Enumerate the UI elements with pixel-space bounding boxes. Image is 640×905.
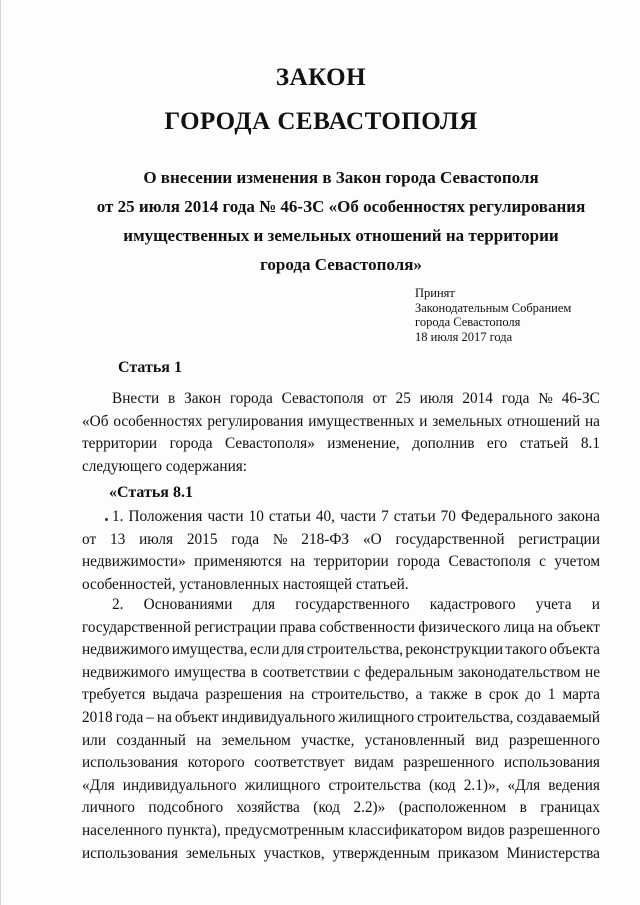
word: для (281, 641, 305, 659)
word: соответствует (254, 754, 345, 772)
word: 2. (112, 596, 124, 613)
word: 8.1 (580, 435, 600, 453)
word: строительства (328, 776, 421, 794)
word: земельных (185, 844, 256, 862)
word: использования (82, 844, 179, 862)
word: 7 (381, 508, 389, 525)
subtitle-line: О внесении изменения в Закон города Севастополя (143, 168, 539, 187)
text-line (82, 388, 600, 411)
word: 2018 (82, 708, 113, 726)
text-line (82, 617, 600, 640)
word: реконструкции (405, 641, 504, 659)
word: учетом (554, 553, 600, 571)
word: регулирования (207, 412, 304, 430)
word: (код (428, 776, 456, 794)
word: имущества (174, 663, 246, 681)
adoption-line: Принят (415, 286, 455, 300)
word: создаваемый (516, 708, 600, 726)
text-line (82, 797, 600, 820)
word: хозяйства (236, 799, 300, 817)
word: которого (187, 754, 245, 772)
word: строительство, (311, 686, 409, 704)
word: предусмотренным (224, 821, 345, 839)
word: пункта), (166, 821, 221, 839)
word: участков, (263, 844, 325, 862)
word: недвижимого (82, 663, 170, 681)
word: государственной (82, 618, 192, 636)
word: видов (466, 821, 505, 839)
word: индивидуального (122, 776, 237, 794)
word: и (419, 412, 428, 430)
word: видам (354, 754, 394, 772)
word: Закон (184, 390, 222, 407)
word: недвижимости» (82, 553, 186, 571)
word: закона (557, 508, 600, 525)
word: приказом (437, 844, 499, 862)
word: с (539, 553, 546, 571)
word: с (353, 663, 361, 681)
word: вид (475, 731, 499, 749)
word: 10 (248, 508, 264, 525)
word: земельных (432, 412, 503, 430)
word: (расположенном (398, 799, 507, 817)
word: № (538, 390, 553, 407)
word: Министерства (506, 844, 600, 862)
word: границах (540, 799, 600, 817)
document-title-law: ЗАКОН (275, 64, 367, 91)
word: срок (488, 686, 519, 704)
word: на (196, 731, 212, 749)
word: требуется (82, 686, 146, 704)
word: ведения (548, 776, 600, 794)
word: отношений (507, 412, 581, 430)
word: также (429, 686, 468, 704)
text-line (82, 707, 600, 730)
word: его (486, 435, 508, 453)
word: кадастрового (429, 596, 516, 613)
word: на (290, 553, 306, 571)
word: изменение, (327, 435, 400, 453)
word: территории (82, 435, 158, 453)
text-line (82, 529, 600, 552)
word: жилищного (244, 776, 321, 794)
word: года (501, 390, 530, 407)
subtitle-line: от 25 июля 2014 года № 46-ЗС «Об особенностях регулирования (96, 197, 586, 216)
word: права (279, 618, 316, 636)
article-8-1-point-2 (82, 594, 600, 865)
word: лица (503, 618, 535, 636)
word: города (397, 553, 441, 571)
word: выдача (152, 686, 199, 704)
word: государственного (295, 596, 410, 613)
word: установленный (364, 731, 465, 749)
article-8-1-point-1 (82, 506, 600, 596)
word: года (231, 530, 259, 548)
word: от (372, 390, 387, 407)
text-line (82, 843, 600, 866)
word: на (585, 412, 600, 430)
document-subtitle (41, 163, 640, 279)
word: города (229, 390, 273, 407)
word: в (519, 799, 527, 817)
word: такого (505, 641, 547, 659)
text-line (82, 411, 600, 434)
word: № (272, 530, 288, 548)
word: для (252, 596, 276, 613)
text-line (82, 551, 600, 574)
document-title-city: ГОРОДА СЕВАСТОПОЛЯ (164, 108, 478, 135)
word: 40, (315, 508, 335, 525)
text-line (82, 820, 600, 843)
word: территории (313, 553, 389, 571)
word: Внести (112, 390, 160, 407)
word: имущества, (171, 641, 248, 659)
word: участке, (301, 731, 355, 749)
word: на (537, 618, 553, 636)
word: регистрации (518, 530, 600, 548)
word: Севастополя» (224, 435, 315, 453)
word: «Для (507, 776, 541, 794)
word: на (289, 686, 305, 704)
text-line (82, 506, 600, 529)
word: недвижимого (82, 641, 170, 659)
word: 2014 (462, 390, 493, 407)
word: федеральным (364, 663, 454, 681)
word: дополнив (412, 435, 475, 453)
word: города (169, 435, 213, 453)
word: статьи (268, 508, 311, 525)
word: физического (418, 618, 501, 636)
word: учета (535, 596, 572, 613)
word: Севастополя (448, 553, 531, 571)
article-1-paragraph (82, 388, 600, 478)
text-line (82, 639, 600, 662)
word: статьи (393, 508, 436, 525)
text-line (82, 433, 600, 456)
word: июля (139, 530, 174, 548)
word: объекта (549, 641, 600, 659)
article-8-1-heading: «Статья 8.1 (109, 484, 193, 501)
word: а (415, 686, 423, 704)
word: земельном (221, 731, 291, 749)
word: и (591, 596, 600, 613)
word: государственной (395, 530, 505, 548)
word: использования (82, 754, 179, 772)
word: – (146, 708, 154, 726)
word: объект (556, 618, 600, 636)
word: строительства, (306, 641, 404, 659)
word: если (249, 641, 280, 659)
word: 2015 (186, 530, 218, 548)
word: до (525, 686, 541, 704)
adoption-note (415, 286, 571, 344)
word: статьей (519, 435, 569, 453)
word: жилищного (338, 708, 415, 726)
word: применяются (194, 553, 282, 571)
word: населенного (82, 821, 163, 839)
word: использования (503, 754, 600, 772)
word: не (585, 663, 600, 681)
word: имущественных (308, 412, 415, 430)
word: 218-ФЗ (301, 530, 350, 548)
word: года (115, 708, 144, 726)
word: в (250, 663, 258, 681)
text-line: следующего содержания: (82, 457, 248, 475)
adoption-line: Законодательным Собранием (415, 300, 572, 315)
text-line (82, 684, 600, 707)
word: законодательством (457, 663, 581, 681)
text-line: особенностей, установленных настоящей статьей. (82, 575, 409, 593)
adoption-date: 18 июля 2017 года (415, 329, 513, 344)
word: части (339, 508, 377, 525)
word: «Об (82, 412, 109, 430)
word: разрешения (205, 686, 283, 704)
word: части (207, 508, 244, 525)
article-1-heading: Статья 1 (118, 359, 182, 376)
text-line (82, 730, 600, 753)
word: подсобного (148, 799, 224, 817)
word: 46-ЗС (561, 390, 600, 407)
word: в (168, 390, 176, 407)
adoption-line: города Севастополя (415, 315, 521, 329)
word: личного (82, 799, 135, 817)
word: 70 (440, 508, 456, 525)
word: марта (562, 686, 600, 704)
word: классификатором (348, 821, 463, 839)
word: «Для (82, 776, 115, 794)
text-line (82, 662, 600, 685)
word: созданный (116, 731, 186, 749)
word: (код (313, 799, 340, 817)
text-line (82, 775, 600, 798)
word: разрешенного (508, 731, 600, 749)
word: объект (174, 708, 219, 726)
word: разрешенного (403, 754, 495, 772)
word: 1 (547, 686, 556, 704)
word: регистрации (194, 618, 277, 636)
word: в (474, 686, 482, 704)
word: Основаниями (143, 596, 233, 613)
word: индивидуального (221, 708, 336, 726)
word: Положения (128, 508, 203, 525)
word: особенностях (113, 412, 203, 430)
word: 13 (109, 530, 126, 548)
word: на (156, 708, 172, 726)
word: утвержденным (332, 844, 430, 862)
word: собственности (319, 618, 415, 636)
word: строительства, (417, 708, 514, 726)
subtitle-line: имущественных и земельных отношений на территории (123, 226, 559, 245)
word: «О (362, 530, 382, 548)
word: 25 (395, 390, 411, 407)
word: 2.1)», (463, 776, 500, 794)
text-line (82, 752, 600, 775)
word: или (82, 731, 107, 749)
text-line (82, 594, 600, 617)
word: Федерального (460, 508, 553, 525)
word: Севастополя (281, 390, 364, 407)
word: разрешенного (508, 821, 600, 839)
word: соответствии (262, 663, 349, 681)
subtitle-line: города Севастополя» (260, 255, 422, 274)
word: от (82, 530, 97, 548)
word: июля (419, 390, 454, 407)
word: 2.2)» (353, 799, 386, 817)
word: 1. (112, 508, 124, 525)
